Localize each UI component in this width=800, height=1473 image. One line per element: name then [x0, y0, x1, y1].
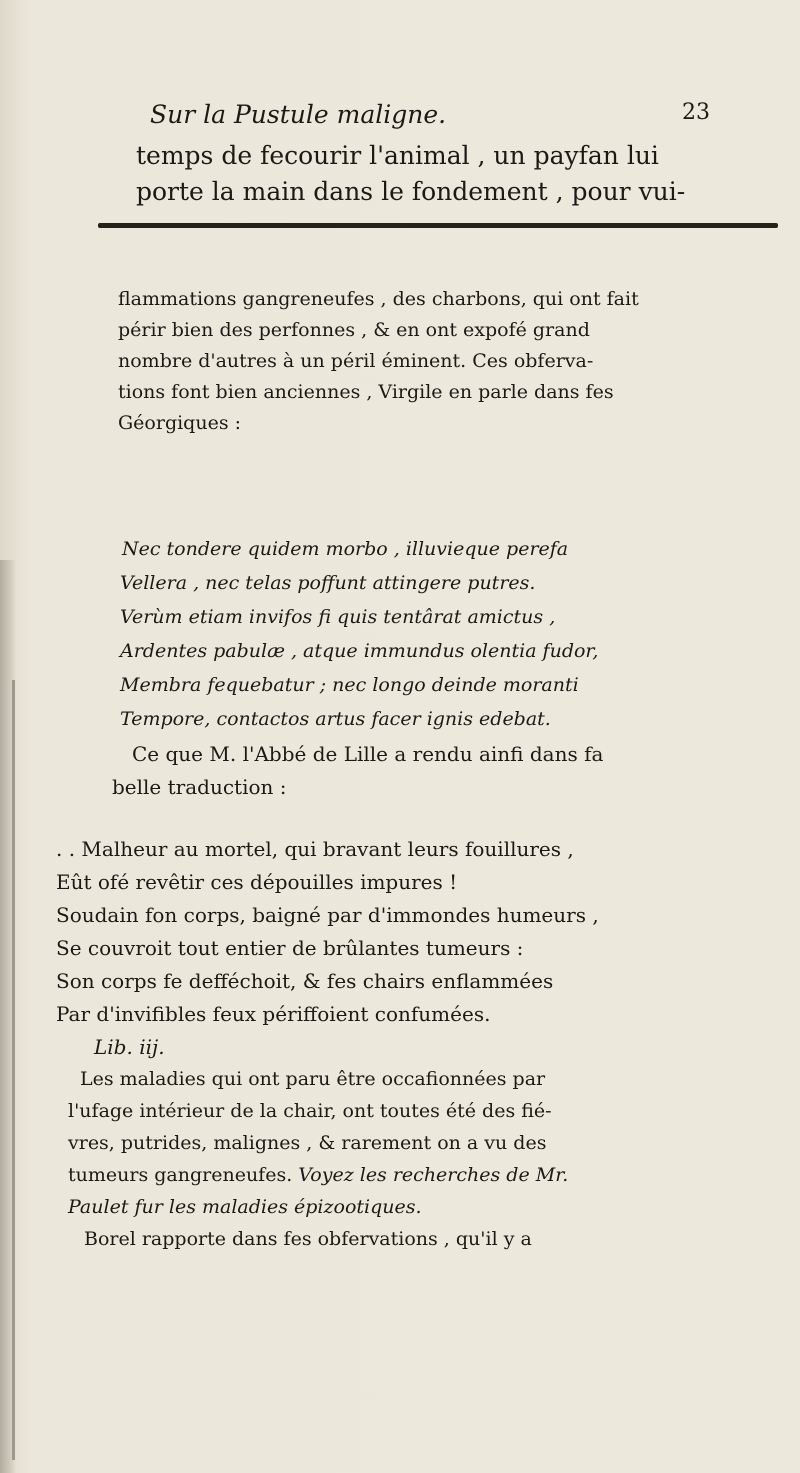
verse-line: Soudain fon corps, baigné par d'immondes humeurs , — [56, 903, 599, 927]
text-line: tions font bien anciennes , Virgile en parle dans fes — [118, 381, 614, 403]
text-line — [50, 1159, 568, 1191]
verse-line: Nec tondere quidem morbo , illuvieque perefa — [122, 538, 569, 560]
carryover-line: porte la main dans le fondement , pour vui- — [136, 177, 686, 206]
text-segment: tumeurs gangreneufes. — [68, 1164, 293, 1186]
translation-reference: Lib. iij. — [94, 1035, 165, 1059]
carryover-text — [136, 138, 776, 210]
binding-edge — [12, 680, 15, 1460]
text-line: belle traduction : — [112, 775, 287, 799]
paragraph-flammations — [118, 284, 788, 439]
citation-line: Paulet fur les maladies épizootiques. — [68, 1196, 422, 1218]
latin-verse — [120, 532, 598, 736]
verse-line: Tempore, contactos artus facer ignis edebat. — [120, 708, 551, 730]
text-line: nombre d'autres à un péril éminent. Ces obferva- — [118, 350, 594, 372]
verse-line: Se couvroit tout entier de brûlantes tumeurs : — [56, 936, 524, 960]
verse-line: Son corps fe defféchoit, & fes chairs enflammées — [56, 969, 554, 993]
paragraph-maladies — [50, 1063, 568, 1255]
citation-segment: Voyez les recherches de Mr. — [298, 1164, 569, 1186]
verse-line: Par d'invifibles feux périffoient confumées. — [56, 1002, 491, 1026]
text-line: Les maladies qui ont paru être occafionnées par — [80, 1068, 546, 1090]
running-head — [150, 100, 710, 134]
carryover-line: temps de fecourir l'animal , un payfan lui — [136, 141, 659, 170]
page-number: 23 — [682, 100, 710, 125]
page-break-rule — [98, 223, 778, 228]
verse-line: Vellera , nec telas poffunt attingere putres. — [120, 572, 536, 594]
text-line: flammations gangreneufes , des charbons, qui ont fait — [118, 288, 639, 310]
verse-line: . . Malheur au mortel, qui bravant leurs fouillures , — [56, 837, 574, 861]
text-line: Borel rapporte dans fes obfervations , qu'il y a — [84, 1228, 532, 1250]
text-line: périr bien des perfonnes , & en ont expofé grand — [118, 319, 590, 341]
running-title: Sur la Pustule maligne. — [150, 100, 447, 129]
text-line: Ce que M. l'Abbé de Lille a rendu ainfi dans fa — [132, 742, 604, 766]
french-translation-verse — [40, 833, 599, 1064]
verse-line: Verùm etiam invifos fi quis tentârat amictus , — [120, 606, 556, 628]
text-line: l'ufage intérieur de la chair, ont toutes été des fié- — [68, 1100, 552, 1122]
text-line: Géorgiques : — [118, 412, 242, 434]
verse-line: Ardentes pabulæ , atque immundus olentia fudor, — [120, 640, 599, 662]
verse-line: Membra fequebatur ; nec longo deinde moranti — [120, 674, 579, 696]
paragraph-translation-intro — [112, 738, 604, 804]
text-line: vres, putrides, malignes , & rarement on a vu des — [68, 1132, 547, 1154]
verse-line: Eût ofé revêtir ces dépouilles impures ! — [56, 870, 458, 894]
